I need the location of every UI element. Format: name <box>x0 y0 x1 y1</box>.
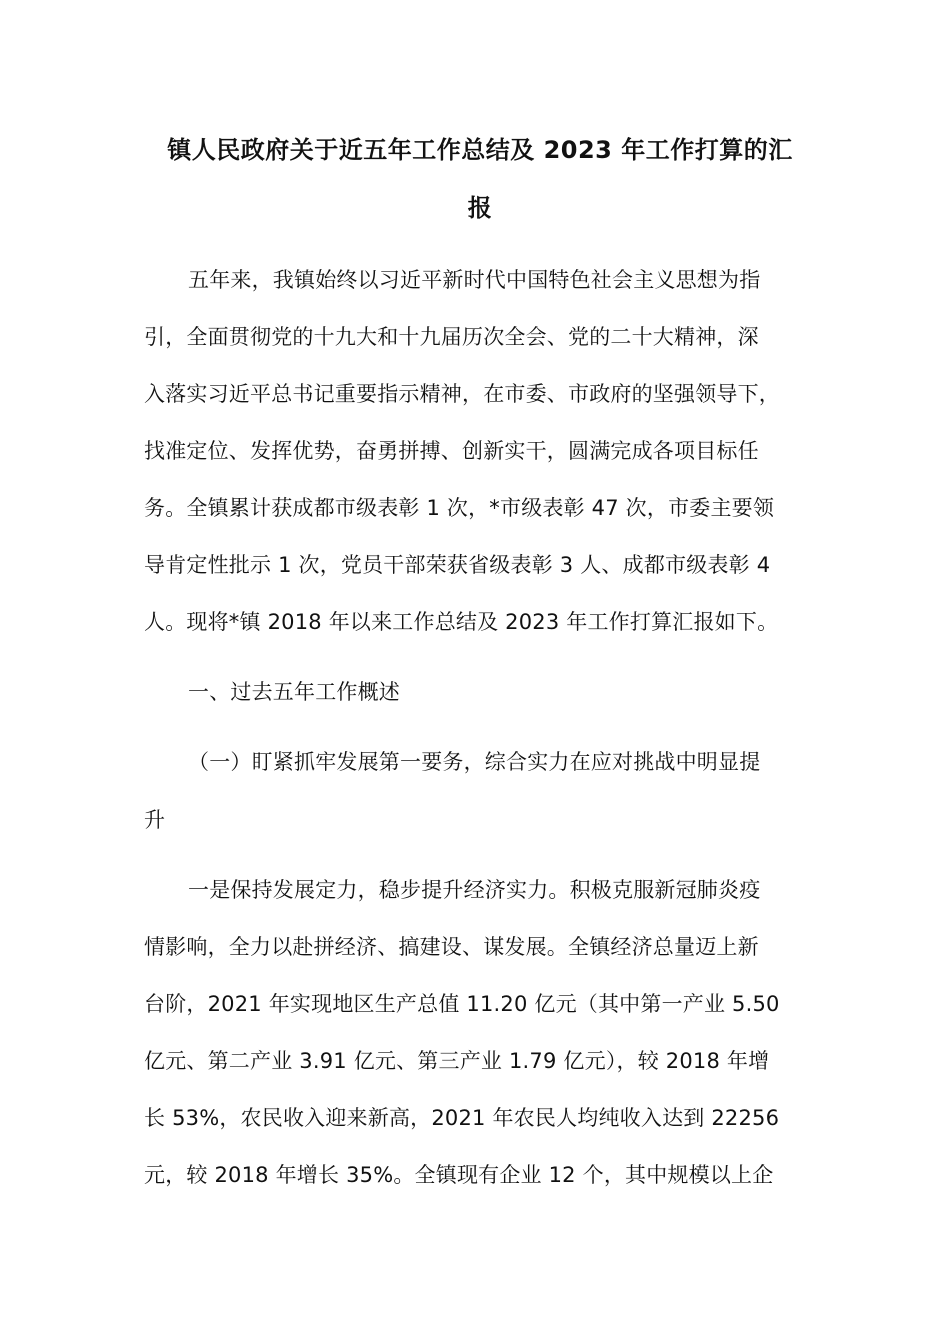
paragraph-line: 一是保持发展定力，稳步提升经济实力。积极克服新冠肺炎疫 <box>188 878 761 902</box>
paragraph-line: 人。现将*镇 2018 年以来工作总结及 2023 年工作打算汇报如下。 <box>144 610 779 634</box>
document-title-line-2: 报 <box>467 194 493 222</box>
paragraph-line: 五年来，我镇始终以习近平新时代中国特色社会主义思想为指 <box>188 268 761 292</box>
paragraph-line: 导肯定性批示 1 次，党员干部荣获省级表彰 3 人、成都市级表彰 4 <box>144 553 771 577</box>
paragraph-line: 入落实习近平总书记重要指示精神，在市委、市政府的坚强领导下， <box>144 382 780 406</box>
paragraph-line: 元，较 2018 年增长 35%。全镇现有企业 12 个，其中规模以上企 <box>144 1163 774 1187</box>
subsection-heading-line: （一）盯紧抓牢发展第一要务，综合实力在应对挑战中明显提 <box>188 750 761 774</box>
paragraph-line: 找准定位、发挥优势，奋勇拼搏、创新实干，圆满完成各项目标任 <box>144 439 759 463</box>
document-title-line-1: 镇人民政府关于近五年工作总结及 2023 年工作打算的汇 <box>167 136 793 164</box>
paragraph-line: 情影响，全力以赴拼经济、搞建设、谋发展。全镇经济总量迈上新 <box>144 935 759 959</box>
paragraph-line: 亿元、第二产业 3.91 亿元、第三产业 1.79 亿元），较 2018 年增 <box>144 1049 770 1073</box>
paragraph-line: 长 53%，农民收入迎来新高，2021 年农民人均纯收入达到 22256 <box>144 1106 780 1130</box>
paragraph-line: 引，全面贯彻党的十九大和十九届历次全会、党的二十大精神，深 <box>144 325 759 349</box>
paragraph-line: 台阶，2021 年实现地区生产总值 11.20 亿元（其中第一产业 5.50 <box>144 992 780 1016</box>
paragraph-line: 务。全镇累计获成都市级表彰 1 次，*市级表彰 47 次，市委主要领 <box>144 496 775 520</box>
section-heading: 一、过去五年工作概述 <box>188 680 400 704</box>
subsection-heading-line: 升 <box>144 808 166 832</box>
